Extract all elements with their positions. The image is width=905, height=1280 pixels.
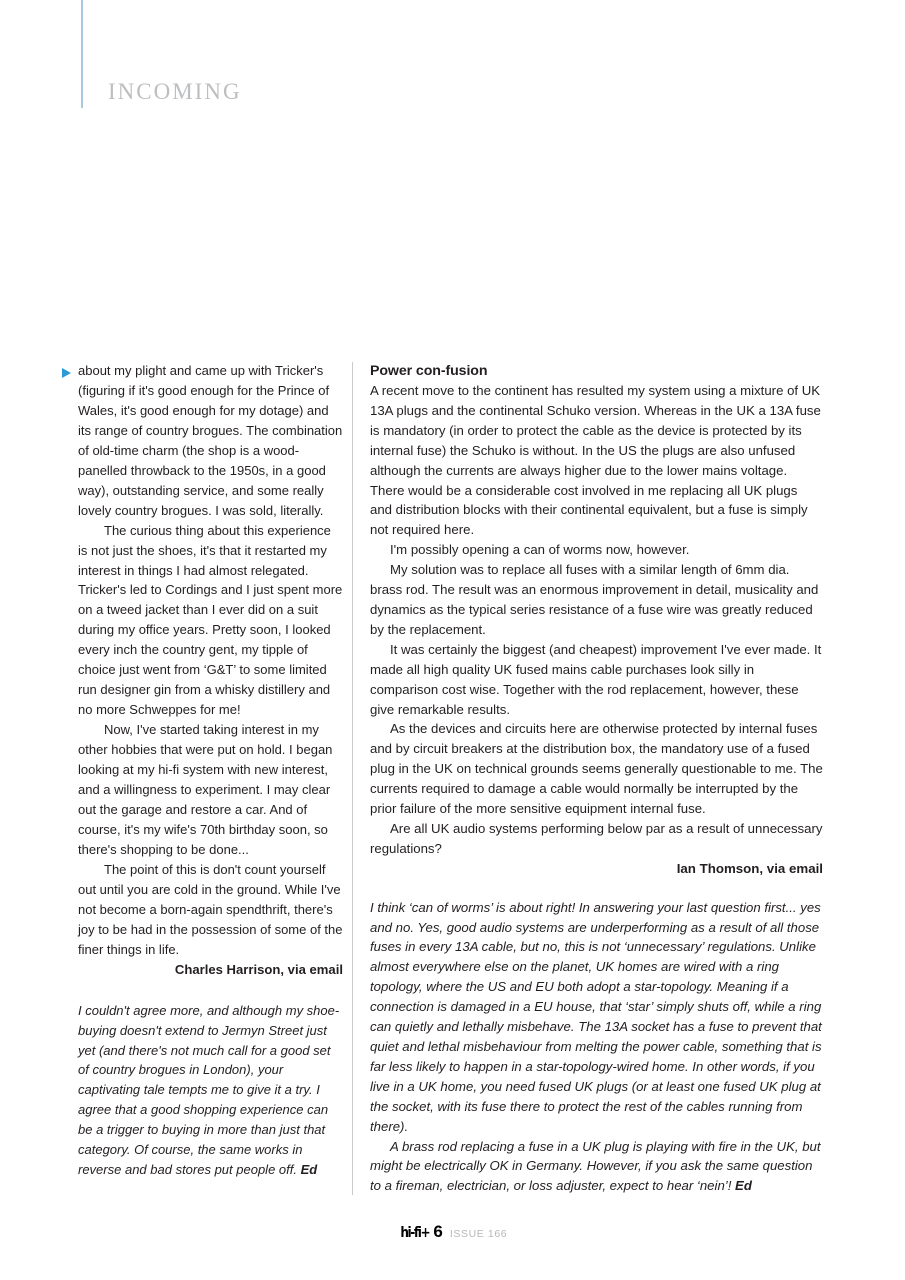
paragraph: As the devices and circuits here are otherwise protected by internal fuses and by circuit breakers at the distribution box, the mandatory use of a fused plug in the UK on technical grounds seems generally questionable to me. The currents required to damage a cable would normally be interrupted by the prior failure of the more sensitive equipment internal fuse. — [370, 721, 823, 817]
hifi-plus-logo: hi-fi+ — [400, 1225, 430, 1241]
paragraph: The point of this is don't count yourself out until you are cold in the ground. While I've not become a born-again spendthrift, there's joy to be had in the possession of some of the finer things in life. — [78, 861, 343, 957]
right-column — [370, 361, 823, 1196]
editor-reply-text: I couldn't agree more, and although my shoe-buying doesn't extend to Jermyn Street just yet (and there's not much call for a good set of country brogues in London), your captivating tale tempts me to give it a try. I agree that a good shopping experience can be a trigger to buying in more than just that category. Of course, the same works in reverse and bad stores put people off. — [78, 1002, 340, 1178]
editor-signoff: Ed — [735, 1178, 752, 1194]
page-footer — [0, 1222, 905, 1242]
paragraph: It was certainly the biggest (and cheapest) improvement I've ever made. It made all high quality UK fused mains cable purchases look silly in comparison cost wise. Together with the rod replacement, however, these give remarkable results. — [370, 641, 822, 717]
paragraph: A recent move to the continent has resulted my system using a mixture of UK 13A plugs and the continental Schuko version. Whereas in the UK a 13A fuse is mandatory (in order to protect the cable as the device is protected by its internal fuse) the Schuko is without. In the US the plugs are also unfused although the currents are always higher due to the lower mains voltage. There would be a considerable cost involved in me replacing all UK plugs and distribution blocks with their continental equivalent, but a fuse is simply not required here. — [370, 383, 821, 538]
triangle-right-icon — [62, 368, 71, 378]
column-divider — [352, 362, 353, 1195]
issue-label: ISSUE 166 — [449, 1228, 508, 1240]
paragraph: Now, I've started taking interest in my other hobbies that were put on hold. I began looking at my hi-fi system with new interest, and a willingness to experiment. I may clear out the garage and restore a car. And of course, it's my wife's 70th birthday soon, so there's shopping to be done... — [78, 722, 333, 857]
paragraph: My solution was to replace all fuses with a similar length of 6mm dia. brass rod. The result was an enormous improvement in detail, musicality and dynamics as the typical series resistance of a fuse wire was greatly reduced by the replacement. — [370, 562, 819, 637]
continued-paragraph: about my plight and came up with Tricker's (figuring if it's good enough for the Prince of Wales, it's good enough for my dotage) and its range of country brogues. The combination of old-time charm (the shop is a wood-panelled throwback to the 1950s, in a good way), outstanding service, and some really lovely country brogues. I was sold, literally. — [78, 363, 343, 518]
letter-signature: Ian Thomson, via email — [676, 860, 823, 876]
paragraph: Are all UK audio systems performing below par as a result of unnecessary regulations? — [370, 820, 823, 856]
editor-reply: I think ‘can of worms’ is about right! In answering your last question first... yes and no. Yes, good audio systems are underperforming as a result of all those fuses in every 13A cable, but no, this is not ‘unnecessary’ regulations. Unlike almost everywhere else on the planet, UK homes are wired with a ring topology, where the US and EU both adopt a star-topology. Meaning if a connection is damaged in a EU house, that ‘star’ simply shuts off, while a ring can quietly and lethally misbehave. The 13A socket has a fuse to prevent that quiet and lethal misbehaviour from melting the power cable, something that is far less likely to happen in a star-topology-wired home. In other words, if you live in a UK home, you need fused UK plugs (or at least one fused UK plug at the socket, with its fuse there to protect the rest of the cables running from there). — [370, 899, 822, 1134]
spacer — [370, 879, 823, 898]
masthead-accent-rule — [81, 0, 83, 108]
paragraph: I'm possibly opening a can of worms now, however. — [390, 542, 690, 558]
page-title: INCOMING — [108, 79, 242, 104]
letter-heading: Power con-fusion — [370, 363, 488, 379]
editor-reply — [78, 1001, 343, 1181]
editor-signoff: Ed — [300, 1162, 318, 1178]
page-number: 6 — [433, 1222, 443, 1241]
editor-reply-text: A brass rod replacing a fuse in a UK plug is playing with fire in the UK, but might be electrically OK in Germany. However, if you ask the same question to a fireman, electrician, or loss adjuster, expect to hear ‘nein’! — [370, 1138, 821, 1194]
paragraph: The curious thing about this experience is not just the shoes, it's that it restarted my interest in things I had almost relegated. Tricker's led to Cordings and I just spent more on a tweed jacket than I ever did on a suit during my office years. Pretty soon, I looked every inch the country gent, my tipple of choice just went from ‘G&T’ to some limited run designer gin from a whisky distillery and no more Schweppes for me! — [78, 522, 343, 718]
spacer — [78, 980, 343, 1001]
left-column — [78, 361, 343, 1180]
letter-signature: Charles Harrison, via email — [174, 961, 343, 977]
editor-reply — [370, 1137, 823, 1197]
